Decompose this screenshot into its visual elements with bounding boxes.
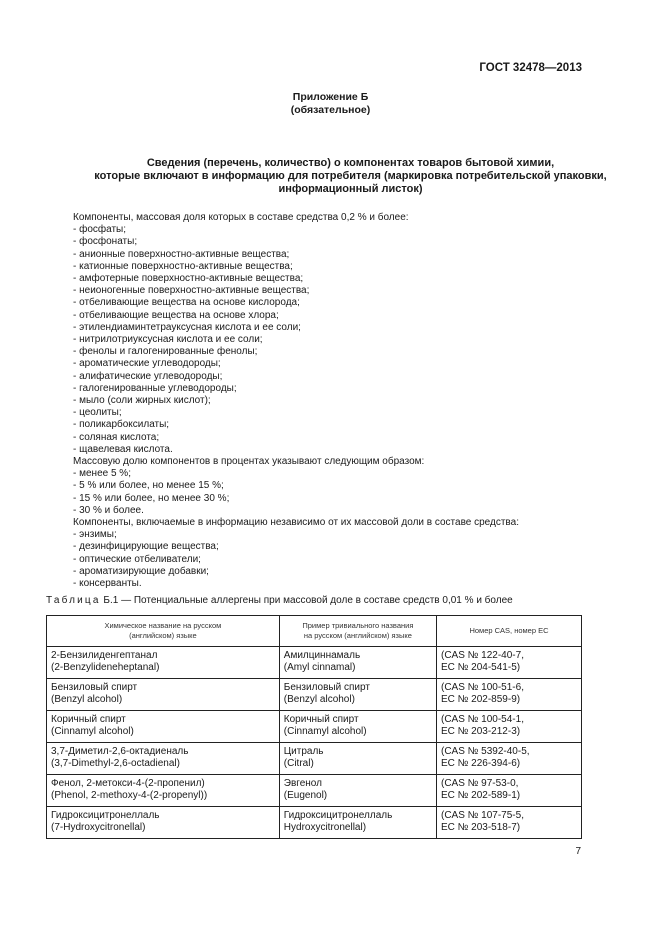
cell-line: ЕС № 203-518-7) [440,822,521,833]
list-item: - оптические отбеливатели; [73,553,201,565]
list-item: - нитрилотриуксусная кислота и ее соли; [73,334,263,346]
document-code: ГОСТ 32478—2013 [479,62,582,74]
table-caption-prefix: Таблица [46,595,101,606]
table-row [47,679,582,711]
cell-line: (Cinnamyl alcohol) [51,726,134,737]
list-item: - алифатические углеводороды; [73,370,223,382]
cell-line: (CAS № 97-53-0, [440,778,519,789]
cell-line: (CAS № 122-40-7, [440,650,524,661]
list-item: - щавелевая кислота. [73,443,173,455]
header-cas-number [436,616,581,647]
cell-line: (7-Hydroxycitronellal) [51,822,146,833]
cell-trivial-name [279,775,436,807]
header-line: (английском) языке [129,631,197,640]
cell-trivial-name [279,647,436,679]
cell-trivial-name [279,743,436,775]
table-header-row [47,616,582,647]
cell-cas-number [436,711,581,743]
cell-line: (CAS № 107-75-5, [440,810,524,821]
list-group-percentages [73,468,583,517]
list-item: - ароматизирующие добавки; [73,565,209,577]
cell-line: (Benzyl alcohol) [51,694,123,705]
cell-cas-number [436,775,581,807]
cell-line: ЕС № 226-394-6) [440,758,521,769]
cell-line: (Eugenol) [283,790,328,801]
list-item: - анионные поверхностно-активные вещества; [73,248,290,260]
header-chemical-name [47,616,280,647]
cell-line: Бензиловый спирт [51,682,138,693]
header-line: Номер CAS, номер ЕС [469,626,549,635]
cell-cas-number [436,743,581,775]
list-item: - 30 % и более. [73,504,144,516]
table-row [47,743,582,775]
list-intro: Компоненты, массовая доля которых в составе средства 0,2 % и более: [73,212,409,223]
list-item: - фенолы и галогенированные фенолы; [73,346,258,358]
cell-line: 3,7-Диметил-2,6-октадиеналь [51,746,189,757]
table-row [47,711,582,743]
list-item: - соляная кислота; [73,431,160,443]
list-item: - мыло (соли жирных кислот); [73,395,211,407]
list-group-components [73,224,583,456]
title-line: Сведения (перечень, количество) о компонентах товаров бытовой химии, [146,157,555,169]
cell-chemical-name [47,647,280,679]
cell-cas-number [436,647,581,679]
cell-cas-number [436,679,581,711]
list-item: - фосфонаты; [73,236,138,248]
header-line: Пример тривиального названия [302,621,414,630]
table-caption [46,595,513,606]
section-title [90,157,611,196]
cell-line: ЕС № 204-541-5) [440,662,521,673]
component-list [73,212,583,590]
cell-line: Коричный спирт [283,714,359,725]
cell-chemical-name [47,807,280,839]
list-group-always-included [73,529,583,590]
cell-line: (CAS № 100-51-6, [440,682,524,693]
cell-line: (Amyl cinnamal) [283,662,356,673]
header-line: на русском (английском) языке [303,631,412,640]
allergens-table [46,615,582,839]
cell-line: (Phenol, 2-methoxy-4-(2-propenyl)) [51,790,208,801]
cell-line: (CAS № 100-54-1, [440,714,524,725]
list-item: - галогенированные углеводороды; [73,382,237,394]
cell-line: (3,7-Dimethyl-2,6-octadienal) [51,758,180,769]
cell-chemical-name [47,775,280,807]
cell-line: Амилциннамаль [283,650,361,661]
table-row [47,647,582,679]
title-line: которые включают в информацию для потребителя (маркировка потребительской упаковки, [94,170,607,182]
list-item: - отбеливающие вещества на основе хлора; [73,309,279,321]
appendix-heading [0,91,661,117]
cell-trivial-name [279,711,436,743]
list-item: - этилендиаминтетрауксусная кислота и ее соли; [73,321,301,333]
title-line: информационный листок) [278,183,423,195]
appendix-subtitle: (обязательное) [290,104,371,116]
header-line: Химическое название на русском [104,621,222,630]
cell-line: Фенол, 2-метокси-4-(2-пропенил) [51,778,205,789]
cell-trivial-name [279,807,436,839]
cell-line: ЕС № 202-589-1) [440,790,521,801]
page-number: 7 [575,846,581,857]
list-item: - амфотерные поверхностно-активные вещества; [73,273,304,285]
cell-line: Коричный спирт [51,714,126,725]
cell-line: (Cinnamyl alcohol) [283,726,367,737]
cell-line: (CAS № 5392-40-5, [440,746,530,757]
list-item: - ароматические углеводороды; [73,358,221,370]
list-intro: Массовую долю компонентов в процентах указывают следующим образом: [73,456,425,468]
cell-line: Hydroxycitronellal) [283,822,367,833]
list-item: - дезинфицирующие вещества; [73,541,219,553]
list-intro: Компоненты, включаемые в информацию независимо от их массовой доли в составе средства: [73,517,519,529]
cell-line: (Citral) [283,758,314,769]
cell-line: (2-Benzylideneheptanal) [51,662,160,673]
cell-line: Цитраль [283,746,324,757]
list-item: - 15 % или более, но менее 30 %; [73,492,230,504]
list-item: - катионные поверхностно-активные вещества; [73,260,293,272]
list-item: - менее 5 %; [73,468,131,480]
cell-cas-number [436,807,581,839]
header-trivial-name [279,616,436,647]
table-row [47,775,582,807]
list-item: - отбеливающие вещества на основе кислорода; [73,297,300,309]
list-item: - неионогенные поверхностно-активные вещества; [73,285,310,297]
list-item: - поликарбоксилаты; [73,419,170,431]
cell-line: Эвгенол [283,778,322,789]
cell-line: Гидроксицитронеллаль [51,810,160,821]
list-item: - энзимы; [73,529,117,541]
list-item: - консерванты. [73,578,142,590]
cell-trivial-name [279,679,436,711]
list-item: - фосфаты; [73,224,127,236]
list-item: - 5 % или более, но менее 15 %; [73,480,224,492]
table-row [47,807,582,839]
cell-chemical-name [47,743,280,775]
table-caption-text: Б.1 — Потенциальные аллергены при массовой доле в составе средств 0,01 % и более [100,595,513,606]
cell-chemical-name [47,679,280,711]
cell-line: 2-Бензилиденгептанал [51,650,158,661]
list-item: - цеолиты; [73,407,122,419]
appendix-title: Приложение Б [292,91,369,103]
cell-line: ЕС № 203-212-3) [440,726,521,737]
cell-line: ЕС № 202-859-9) [440,694,521,705]
cell-chemical-name [47,711,280,743]
cell-line: (Benzyl alcohol) [283,694,355,705]
cell-line: Гидроксицитронеллаль [283,810,393,821]
cell-line: Бензиловый спирт [283,682,370,693]
